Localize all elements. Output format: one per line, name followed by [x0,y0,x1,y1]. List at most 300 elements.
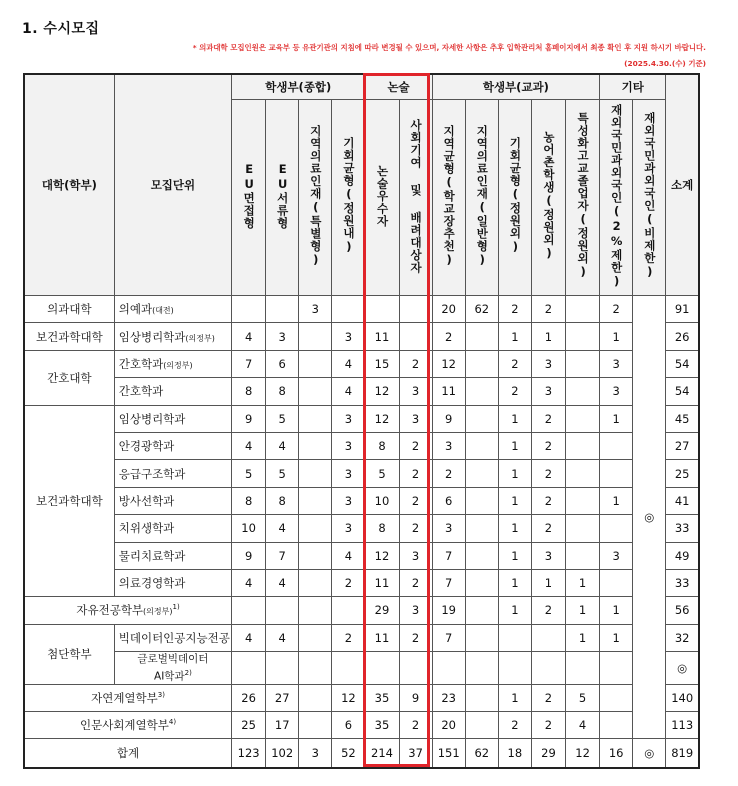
value-cell [299,460,332,487]
value-cell: 1 [600,405,633,432]
value-cell: 1 [600,624,633,651]
value-cell [566,542,600,569]
value-cell: 1 [566,569,600,596]
unit-cell [114,378,231,405]
value-cell: 4 [266,515,299,542]
as-of-date: (2025.4.30.(수) 기준) [624,59,706,68]
header-col: 기회균형(정원내) [332,100,365,296]
value-cell: 3 [332,432,365,459]
value-cell: 9 [399,684,432,711]
value-cell [498,624,531,651]
value-cell [465,323,498,350]
header-unit: 모집단위 [114,74,231,296]
value-cell: 11 [432,378,465,405]
value-cell: 2 [600,296,633,323]
value-cell [299,624,332,651]
subtotal-cell: 91 [666,296,699,323]
value-cell [299,350,332,377]
value-cell: 11 [365,323,399,350]
value-cell [332,597,365,624]
subtotal-cell: 33 [666,515,699,542]
value-cell [299,569,332,596]
page-title: 1. 수시모집 [22,21,100,37]
value-cell: 2 [399,569,432,596]
unit-label: 물리치료학과 [118,548,186,563]
value-cell: 2 [432,460,465,487]
table-row [24,323,699,350]
value-cell: 20 [432,296,465,323]
value-cell [365,652,399,685]
value-cell: 3 [266,323,299,350]
table-row [24,569,699,596]
value-cell: 3 [399,378,432,405]
value-cell: 9 [432,405,465,432]
unit-cell [114,350,231,377]
admission-quota-table [23,73,700,769]
value-cell: 11 [365,624,399,651]
header-group-hakjong: 학생부(종합) [232,74,365,100]
value-cell [566,652,600,685]
value-cell: 35 [365,711,399,738]
value-cell [465,432,498,459]
total-value-cell: 52 [332,739,365,769]
value-cell [232,597,266,624]
unit-label: 간호학과 [118,356,164,371]
value-cell: 3 [299,296,332,323]
value-cell [232,296,266,323]
value-cell [465,597,498,624]
value-cell: 3 [600,350,633,377]
total-value-cell: 37 [399,739,432,769]
unit-cell [114,296,231,323]
value-cell: 2 [531,460,565,487]
value-cell [266,652,299,685]
value-cell [299,378,332,405]
value-cell: 1 [566,624,600,651]
value-cell: 3 [432,432,465,459]
value-cell: 4 [266,624,299,651]
unit-cell [114,652,231,685]
unit-cell [114,542,231,569]
value-cell: 9 [232,542,266,569]
table-row [24,624,699,651]
header-col: 사회기여 및 배려대상자 [399,100,432,296]
college-cell: 간호대학 [24,350,114,405]
value-cell: 2 [399,624,432,651]
value-cell [531,652,565,685]
unit-label: 글로벌빅데이터 [137,653,209,666]
footnote-mark: 2) [184,669,192,678]
subtotal-cell: 113 [666,711,699,738]
header-col: 지역의료인재(일반형) [465,100,498,296]
header-col: 특성화고교졸업자(정원외) [566,100,600,296]
value-cell [299,597,332,624]
value-cell: 15 [365,350,399,377]
unit-label: 인문사회계열학부 [80,718,169,733]
value-cell: 27 [266,684,299,711]
header-group-row [24,74,699,100]
value-cell: 4 [566,711,600,738]
value-cell: 3 [531,350,565,377]
value-cell [600,652,633,685]
unit-cell [114,515,231,542]
value-cell: 1 [531,569,565,596]
value-cell: 2 [531,487,565,514]
subtotal-cell: 49 [666,542,699,569]
value-cell [465,405,498,432]
value-cell: 12 [432,350,465,377]
value-cell [266,597,299,624]
unit-label: 자연계열학부 [91,690,158,705]
value-cell [465,624,498,651]
header-col: 기회균형(정원외) [498,100,531,296]
value-cell: 23 [432,684,465,711]
unit-label: 빅데이터인공지능전공 [118,630,230,645]
header-col: 논술우수자 [365,100,399,296]
subtotal-cell: 56 [666,597,699,624]
value-cell [299,432,332,459]
college-cell: 의과대학 [24,296,114,323]
value-cell: 4 [332,542,365,569]
value-cell [566,432,600,459]
notice-text: * 의과대학 모집인원은 교육부 등 유관기관의 지침에 따라 변경될 수 있으며, 자세한 사항은 추후 입학관리처 홈페이지에서 최종 확인 후 지원 하시기 바랍니다. [192,43,706,52]
value-cell: 3 [399,597,432,624]
total-value-cell: ◎ [633,739,666,769]
value-cell: 2 [399,432,432,459]
value-cell: 8 [365,432,399,459]
total-value-cell: 151 [432,739,465,769]
value-cell: 62 [465,296,498,323]
value-cell: 35 [365,684,399,711]
subtotal-cell: 26 [666,323,699,350]
value-cell: 2 [531,296,565,323]
unit-label: 의료경영학과 [118,576,186,591]
total-row [24,739,699,769]
value-cell: 1 [498,487,531,514]
value-cell: 26 [232,684,266,711]
table-body [24,296,699,769]
header-group-gita: 기타 [600,74,666,100]
value-cell: 3 [332,405,365,432]
value-cell: 2 [332,569,365,596]
value-cell: 19 [432,597,465,624]
unit-cell [114,460,231,487]
value-cell: 2 [399,350,432,377]
value-cell [566,515,600,542]
merged-unit-cell [24,597,232,624]
unit-label: 안경광학과 [118,439,175,454]
value-cell [232,652,266,685]
header-group-nonsul: 논술 [365,74,432,100]
unit-cell [114,323,231,350]
value-cell: 2 [531,711,565,738]
unit-cell [114,405,231,432]
unit-label: 응급구조학과 [118,466,186,481]
subtotal-cell: 25 [666,460,699,487]
value-cell [399,652,432,685]
subtotal-cell: 32 [666,624,699,651]
value-cell [600,432,633,459]
value-cell [465,652,498,685]
value-cell [531,624,565,651]
value-cell: 6 [332,711,365,738]
value-cell: 20 [432,711,465,738]
total-value-cell: 18 [498,739,531,769]
subtotal-cell: 41 [666,487,699,514]
merged-unit-cell [24,711,232,738]
table-row [24,405,699,432]
value-cell: 4 [332,378,365,405]
table-row [24,652,699,685]
value-cell: 5 [566,684,600,711]
value-cell: 7 [432,624,465,651]
value-cell: 5 [266,460,299,487]
table-row [24,684,699,711]
value-cell [566,405,600,432]
header-col: 재외국민과외국인(2%제한) [600,100,633,296]
header-col: EU서류형 [266,100,299,296]
value-cell: 3 [399,542,432,569]
unit-cell [114,569,231,596]
value-cell: 7 [432,542,465,569]
unit-note: (대전) [152,306,174,316]
unit-cell [114,487,231,514]
value-cell: 2 [531,432,565,459]
value-cell: 2 [531,597,565,624]
value-cell [465,378,498,405]
value-cell: 1 [600,597,633,624]
unit-cell [114,432,231,459]
value-cell [566,378,600,405]
value-cell [600,515,633,542]
total-value-cell: 62 [465,739,498,769]
value-cell: 8 [266,487,299,514]
value-cell: 12 [365,378,399,405]
value-cell: 2 [498,711,531,738]
header-college: 대학(학부) [24,74,114,296]
unit-label: AI학과 [154,670,185,683]
value-cell: 1 [498,684,531,711]
total-value-cell: 214 [365,739,399,769]
value-cell: 7 [232,350,266,377]
footnote-mark: 1) [172,603,180,612]
header-col: 재외국민과외국인(비제한) [633,100,666,296]
value-cell: 3 [399,405,432,432]
value-cell [465,711,498,738]
unit-note: (의정부) [185,333,215,343]
table-row [24,542,699,569]
value-cell: 1 [600,323,633,350]
table-row [24,460,699,487]
value-cell [465,487,498,514]
value-cell: 4 [232,432,266,459]
value-cell: 8 [232,378,266,405]
value-cell: 4 [266,569,299,596]
value-cell: 3 [531,542,565,569]
value-cell [600,569,633,596]
value-cell: 10 [365,487,399,514]
value-cell: 1 [498,542,531,569]
value-cell: 6 [432,487,465,514]
value-cell: 8 [365,515,399,542]
value-cell: 4 [266,432,299,459]
value-cell [465,350,498,377]
college-cell: 첨단학부 [24,624,114,684]
value-cell [299,515,332,542]
value-cell: 2 [399,460,432,487]
value-cell: 3 [332,460,365,487]
value-cell: 2 [498,378,531,405]
unit-cell [114,624,231,651]
subtotal-cell: 33 [666,569,699,596]
value-cell: 8 [232,487,266,514]
subtotal-cell: 45 [666,405,699,432]
value-cell: 4 [232,624,266,651]
value-cell [600,684,633,711]
value-cell: 12 [365,405,399,432]
value-cell: 3 [600,542,633,569]
value-cell: 2 [531,515,565,542]
value-cell: 10 [232,515,266,542]
value-cell: 1 [600,487,633,514]
value-cell [299,652,332,685]
total-subtotal-cell: 819 [666,739,699,769]
value-cell: 1 [498,597,531,624]
value-cell: 7 [432,569,465,596]
total-value-cell: 12 [566,739,600,769]
merged-unit-cell [24,684,232,711]
footnote-mark: 3) [157,690,165,699]
value-cell [365,296,399,323]
total-value-cell: 16 [600,739,633,769]
value-cell: 4 [232,569,266,596]
value-cell [332,652,365,685]
value-cell: 3 [531,378,565,405]
value-cell [299,405,332,432]
header-col: 지역의료인재(특별형) [299,100,332,296]
value-cell [399,296,432,323]
value-cell: 4 [232,323,266,350]
value-cell: 3 [332,323,365,350]
value-cell: 25 [232,711,266,738]
value-cell: 5 [266,405,299,432]
value-cell: 2 [399,515,432,542]
value-cell [566,350,600,377]
subtotal-cell: 54 [666,350,699,377]
subtotal-cell: ◎ [666,652,699,685]
value-cell: 5 [365,460,399,487]
value-cell: 2 [531,405,565,432]
value-cell: 5 [232,460,266,487]
total-value-cell: 3 [299,739,332,769]
college-cell: 보건과학대학 [24,323,114,350]
table-row [24,515,699,542]
total-value-cell: 102 [266,739,299,769]
value-cell [299,711,332,738]
total-label: 합계 [24,739,232,769]
table-row [24,378,699,405]
value-cell [498,652,531,685]
subtotal-cell: 140 [666,684,699,711]
value-cell: 12 [332,684,365,711]
unit-label: 임상병리학과 [118,411,186,426]
value-cell [465,569,498,596]
table-row [24,597,699,624]
unit-label: 의예과 [118,302,153,317]
value-cell: 8 [266,378,299,405]
value-cell: 1 [498,460,531,487]
value-cell [266,296,299,323]
value-cell: 1 [566,597,600,624]
value-cell: 1 [531,323,565,350]
value-cell [566,487,600,514]
value-cell [465,515,498,542]
header-group-gyogwa: 학생부(교과) [432,74,600,100]
value-cell [399,323,432,350]
value-cell: 3 [332,487,365,514]
value-cell [299,487,332,514]
table-row [24,350,699,377]
value-cell: 2 [531,684,565,711]
value-cell: 1 [498,432,531,459]
college-cell: 보건과학대학 [24,405,114,597]
value-cell [432,652,465,685]
value-cell: 7 [266,542,299,569]
value-cell: 3 [600,378,633,405]
value-cell [465,460,498,487]
value-cell: 2 [332,624,365,651]
value-cell: 2 [432,323,465,350]
value-cell [600,711,633,738]
value-cell: 17 [266,711,299,738]
table-row [24,711,699,738]
value-cell [299,323,332,350]
value-cell [465,684,498,711]
value-cell: 11 [365,569,399,596]
value-cell [465,542,498,569]
value-cell: 29 [365,597,399,624]
subtotal-cell: 27 [666,432,699,459]
value-cell [566,323,600,350]
unrestricted-merged-cell: ◎ [633,296,666,739]
value-cell: 6 [266,350,299,377]
table-row [24,432,699,459]
value-cell [332,296,365,323]
value-cell [299,542,332,569]
value-cell: 1 [498,569,531,596]
subtotal-cell: 54 [666,378,699,405]
value-cell: 1 [498,323,531,350]
value-cell: 2 [399,711,432,738]
value-cell [600,460,633,487]
value-cell: 1 [498,405,531,432]
header-col: EU면접형 [232,100,266,296]
value-cell: 9 [232,405,266,432]
value-cell: 2 [399,487,432,514]
value-cell [566,460,600,487]
header-col: 지역균형(학교장추천) [432,100,465,296]
value-cell: 3 [432,515,465,542]
unit-label: 임상병리학과 [118,329,186,344]
unit-label: 방사선학과 [118,493,175,508]
table-row [24,487,699,514]
unit-note: (의정부) [163,360,193,370]
value-cell: 12 [365,542,399,569]
header-col: 농어촌학생(정원외) [531,100,565,296]
value-cell: 3 [332,515,365,542]
total-value-cell: 29 [531,739,565,769]
footnote-mark: 4) [168,718,177,727]
